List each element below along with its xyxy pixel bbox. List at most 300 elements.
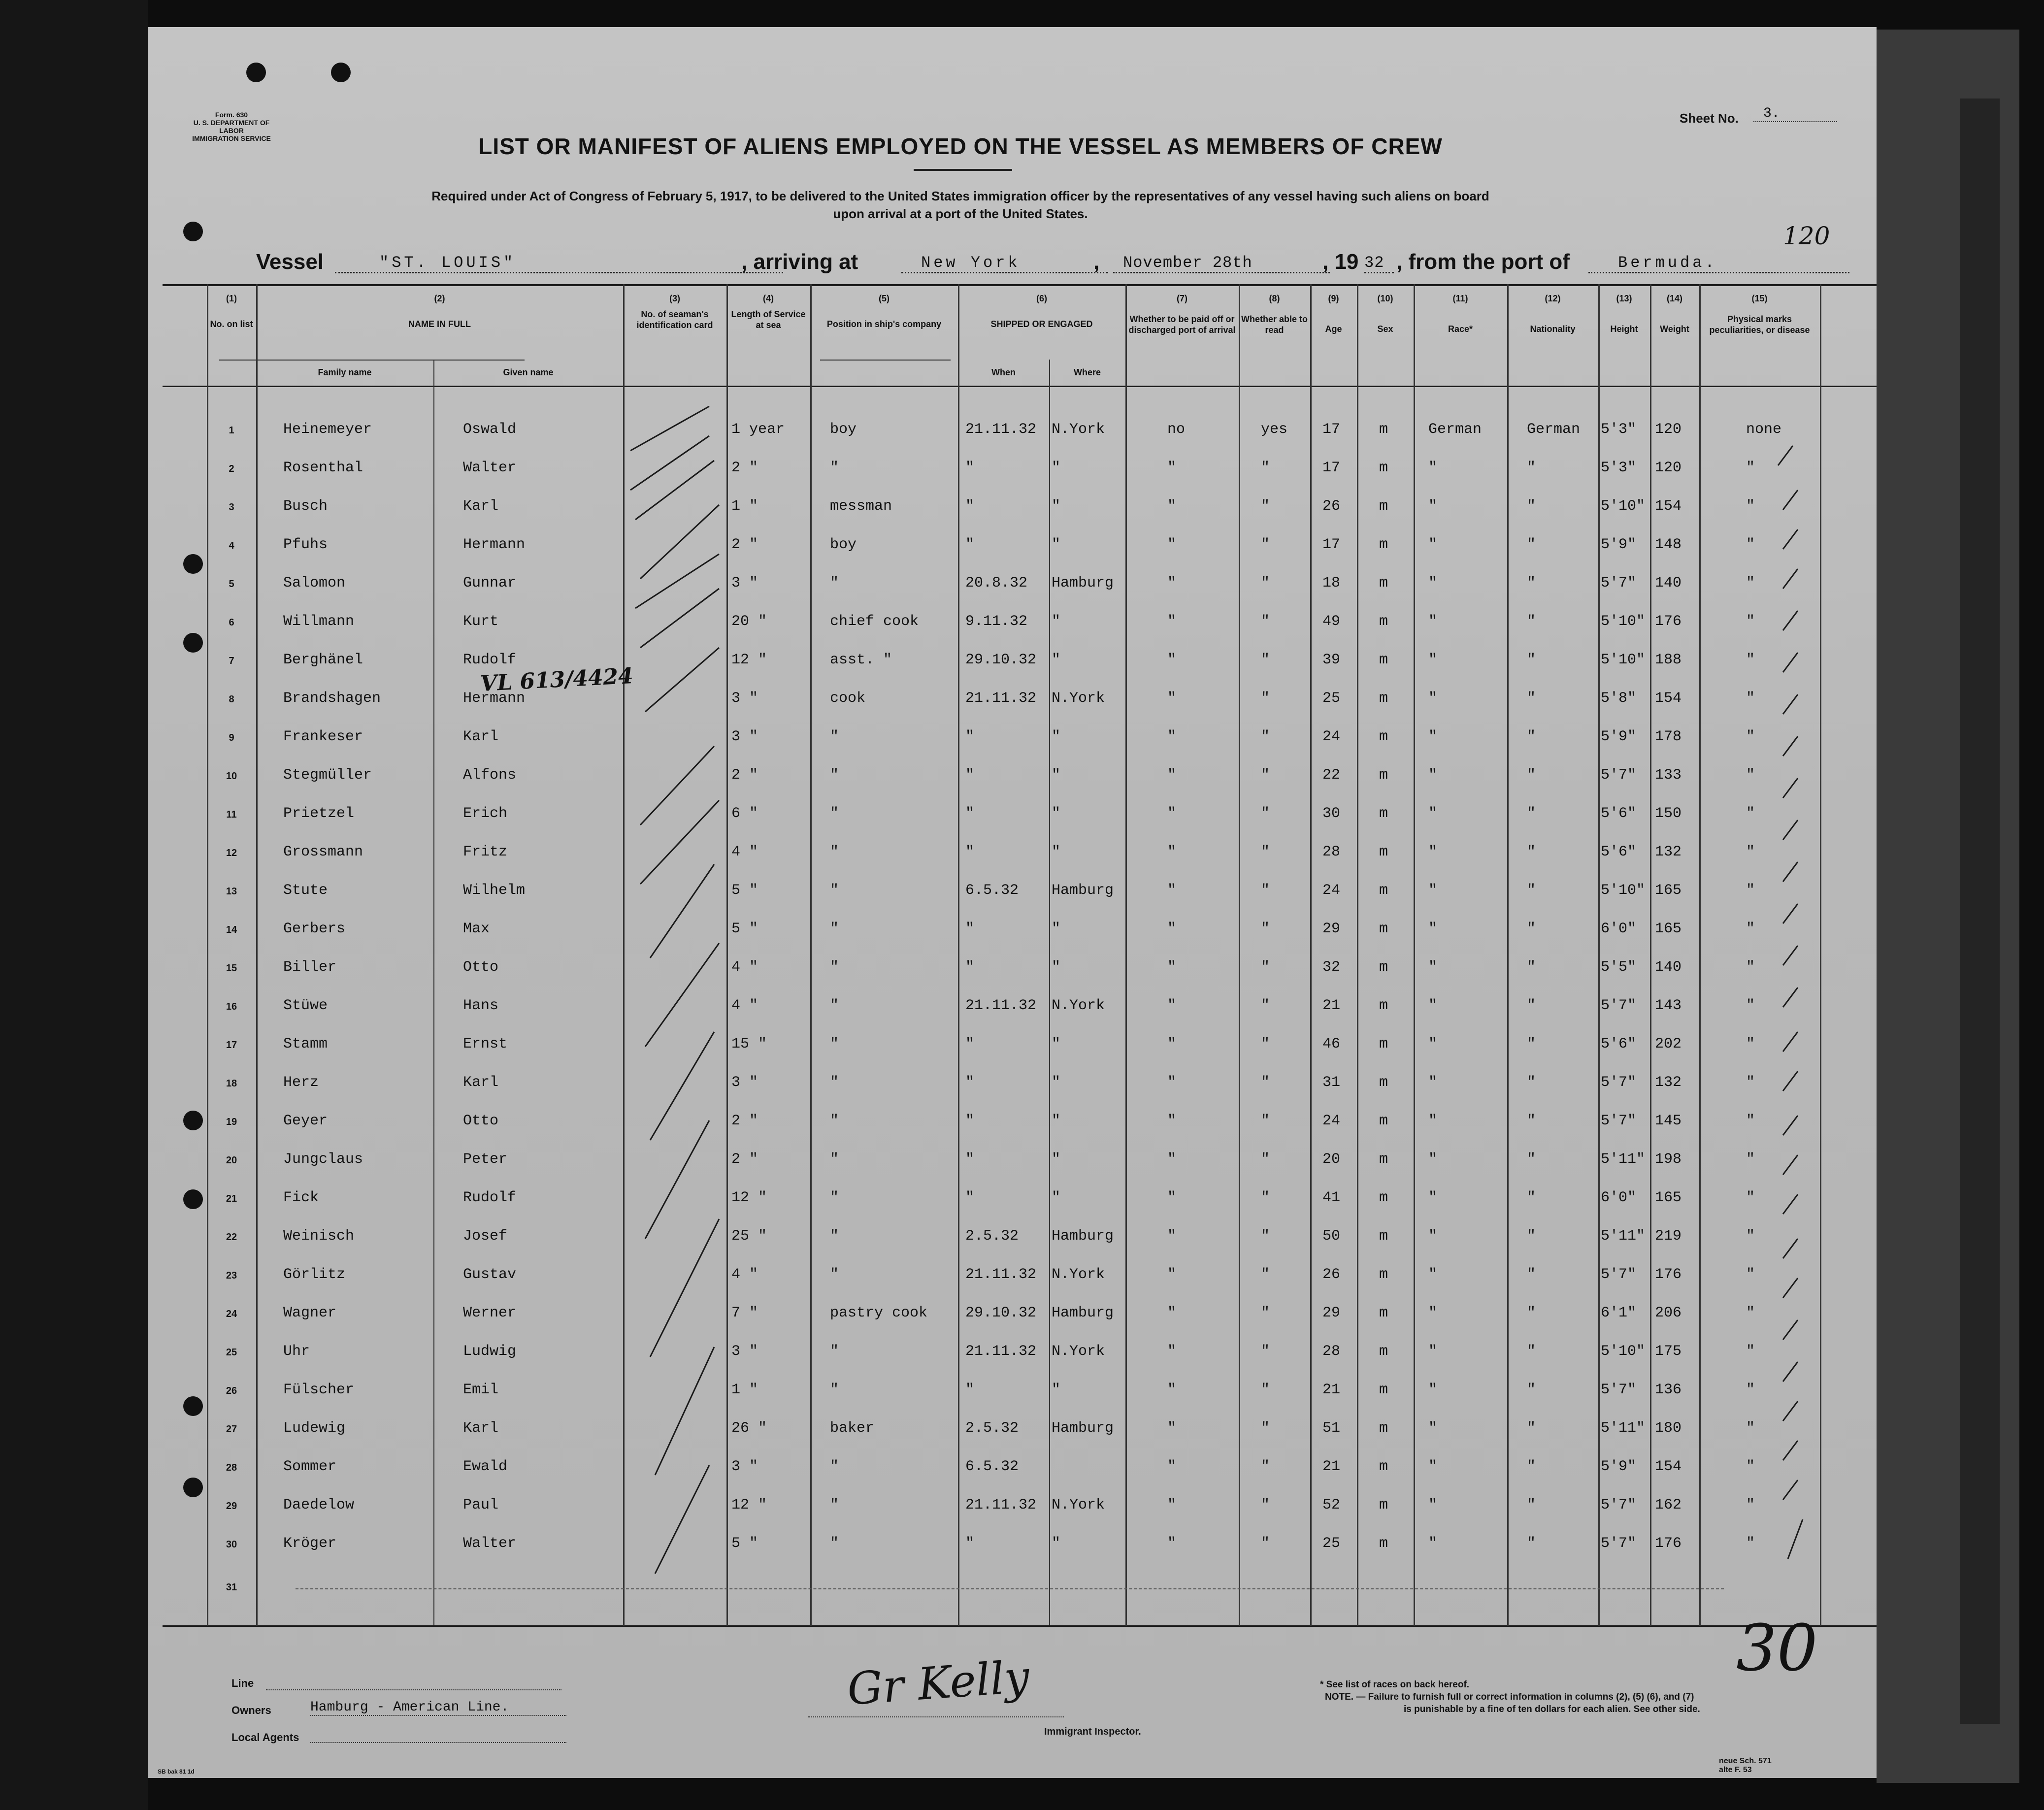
cell-weight: 140 [1655,959,1682,976]
col-header-paid-off: (7) Whether to be paid off or discharged port of arrival [1128,294,1236,335]
cell-race: " [1428,690,1438,707]
cell-paid: " [1167,1305,1177,1321]
cell-weight: 165 [1655,882,1682,899]
inspector-signature: Gr Kelly [845,1651,1031,1715]
cell-where: " [1052,921,1061,937]
cell-marks: " [1746,1458,1755,1475]
cell-family: Daedelow [283,1497,355,1514]
cell-position: " [830,728,839,745]
cell-read: " [1261,805,1270,822]
cell-weight: 180 [1655,1420,1682,1437]
cell-where: " [1052,652,1061,668]
cell-position: " [830,997,839,1014]
cell-height: 5'5" [1601,959,1637,976]
cell-service: 4 " [731,959,758,976]
cell-paid: " [1167,1113,1177,1129]
col-header-age: (9) Age [1325,294,1342,334]
cell-read: " [1261,1113,1270,1129]
cell-age: 24 [1322,882,1341,899]
cell-service: 12 " [731,1497,767,1514]
cell-family: Biller [283,959,337,976]
cell-race: " [1428,921,1438,937]
row-number: 9 [229,732,234,743]
punch-hole [183,1189,203,1209]
col-header-shipped: (6) SHIPPED OR ENGAGED [990,294,1093,329]
row-number: 12 [226,848,237,858]
cell-height: 5'6" [1601,805,1637,822]
cell-race: " [1428,1151,1438,1168]
cell-read: " [1261,613,1270,630]
cell-age: 22 [1322,767,1341,784]
cell-weight: 148 [1655,536,1682,553]
cell-when: " [965,1074,975,1091]
row-number: 22 [226,1232,237,1243]
row-number: 5 [229,579,234,590]
cell-height: 5'10" [1601,498,1646,515]
cell-weight: 145 [1655,1113,1682,1129]
cell-paid: " [1167,921,1177,937]
cell-weight: 176 [1655,1266,1682,1283]
col-header-service: (4) Length of Service at sea [731,294,806,330]
cell-read: " [1261,536,1270,553]
cell-service: 26 " [731,1420,767,1437]
cell-where: " [1052,1535,1061,1552]
cell-race: " [1428,1535,1438,1552]
cell-race: " [1428,1189,1438,1206]
cell-nationality: " [1527,575,1536,592]
cell-where: Hamburg [1052,882,1114,899]
cell-marks: " [1746,921,1755,937]
cell-given: Erich [463,805,508,822]
row-number: 19 [226,1117,237,1127]
cell-where: " [1052,959,1061,976]
cell-read: " [1261,997,1270,1014]
cell-age: 52 [1322,1497,1341,1514]
cell-given: Otto [463,959,499,976]
cell-where: " [1052,1036,1061,1053]
title-rule [914,169,1012,171]
cell-given: Walter [463,460,517,476]
line-label: Line [231,1677,254,1689]
cell-paid: " [1167,1535,1177,1552]
year-prefix: , 19 [1322,250,1359,274]
cell-sex: m [1379,1420,1388,1437]
cell-race: " [1428,1305,1438,1321]
cell-service: 15 " [731,1036,767,1053]
col-header-where: Where [1073,367,1101,377]
cell-height: 5'10" [1601,1343,1646,1360]
cell-weight: 178 [1655,728,1682,745]
cell-family: Willmann [283,613,355,630]
row-number: 26 [226,1385,237,1396]
cell-read: " [1261,1305,1270,1321]
cell-age: 50 [1322,1228,1341,1245]
cell-nationality: " [1527,1228,1536,1245]
cell-position: pastry cook [830,1305,928,1321]
cell-service: 5 " [731,1535,758,1552]
cell-family: Herz [283,1074,319,1091]
manifest-sheet: Form. 630 U. S. DEPARTMENT OF LABOR IMMIGRATION SERVICE Sheet No. 3. LIST OR MANIFEST OF ALIENS EMPLOYED ON THE VESSEL AS MEMBERS OF CREW Required under Act of Congress of February 5, 1917, to be delivered to the United States immigration officer by the representatives of any vessel having such aliens on board upon arrival at a port of the United States. 120 Vessel "ST. LOUIS" , arriving at New York , November 28th , 19 32 , from the port of Bermuda. (1) No. on list (2) NAME IN FULL Family name Given name (3) No. of seaman's identification card (4) Length of Service at sea (5) Position in ship's company (6) SHIPPED OR ENGAGED When Where (7) Whether to be paid off or discharged port of arrival (8) Whether able to read (9) Age (10) Sex (11) Race* (12) Nationality (13) Height (14) Weight (15) Physical marks peculiarities, or disease 1 Heinemeyer Oswald 1 year boy 21.11.32 N.York no yes 17 m German German 5'3" 120 none 2 Rosenthal Walter 2 " " " " " " 17 m " " 5'3" 120 " 3 Busch Karl 1 " messman " " " " 26 m " " 5'10" 154 " 4 Pfuhs Hermann 2 " boy " " " " 17 m " " 5'9" 148 " 5 Salomon Gunnar 3 " " 20.8.32 Hamburg " " 18 m " " 5'7" 140 " 6 Willmann Kurt 20 " chief cook 9.11.32 " " " 49 m " " 5'10" 176 " 7 Berghänel Rudolf 12 " asst. " 29.10.32 " " " 39 m " " 5'10" 188 " 8 Brandshagen Hermann 3 " cook 21.11.32 N.York " " 25 m " " 5'8" 154 " 9 Frankeser Karl 3 " " " " " " 24 m " " 5'9" 178 " 10 Stegmüller Alfons 2 " " " " " " 22 m " " 5'7" 133 " 11 Prietzel Erich 6 " " " " " " 30 m " " 5'6" 150 " 12 Grossmann Fritz 4 " " " " " " 28 m " " 5'6" 132 " 13 Stute Wilhelm 5 " " 6.5.32 Hamburg " " 24 m " " 5'10" 165 " 14 Gerbers Max 5 " " " " " " 29 m " " 6'0" 165 " 15 Biller Otto 4 " " " " " " 32 m " " 5'5" 140 " 16 Stüwe Hans 4 " " 21.11.32 N.York " " 21 m " " 5'7" 143 " 17 Stamm Ernst 15 " " " " " " 46 m " " 5'6" 202 " 18 Herz Karl 3 " " " " " " 31 m " " 5'7" 132 " 19 Geyer Otto 2 " " " " " " 24 m " " 5'7" 145 " 20 Jungclaus Peter 2 " " " " " " 20 m " " 5'11" 198 " 21 Fick Rudolf 12 " " " " " " 41 m " " 6'0" 165 " 22 Weinisch Josef 25 " " 2.5.32 Hamburg " " 50 m " " 5'11" 219 " 23 Görlitz Gustav 4 " " 21.11.32 N.York " " 26 m " " 5'7" 176 " 24 Wagner Werner 7 " pastry cook 29.10.32 Hamburg " " 29 m " " 6'1" 206 " 25 Uhr Ludwig 3 " " 21.11.32 N.York " " 28 m " " 5'10" 175 " 26 Fülscher Emil 1 " " " " " " 21 m " " 5'7" 136 " 27 Ludewig Karl 26 " baker 2.5.32 Hamburg " " 51 m " " 5'11" 180 " 28 Sommer Ewald 3 " " 6.5.32 " " 21 m " " 5'9" 154 " 29 Daedelow Paul 12 " " 21.11.32 N.York " " 52 m " " 5'7" 162 " 30 Kröger Walter 5 " " " " " " 25 m " " 5'7" 176 " 31 VL 613/4424 Line Owners Hamburg - American Line. Local Agents Gr Kelly Immigrant Inspector. 30 * See list of races on back hereof. NOTE. — Failure to furnish full or correct information in columns (2), (5) (6), and (7) is punishable by a fine of ten dollars for each alien. See other side. SB bak 81 1d neue Sch. 571 alte F. 53 [148,27,1877,1778]
cell-family: Uhr [283,1343,310,1360]
cell-where: " [1052,1151,1061,1168]
cell-service: 4 " [731,997,758,1014]
punch-hole [183,222,203,241]
cell-position: " [830,575,839,592]
cell-read: " [1261,690,1270,707]
cell-given: Oswald [463,421,517,438]
row-number: 18 [226,1078,237,1089]
cell-age: 17 [1322,460,1341,476]
cell-paid: " [1167,613,1177,630]
col-header-given-name: Given name [503,367,554,377]
cell-sex: m [1379,1343,1388,1360]
cell-nationality: " [1527,652,1536,668]
cell-when: 2.5.32 [965,1228,1019,1245]
cell-age: 30 [1322,805,1341,822]
cell-given: Alfons [463,767,517,784]
row-number: 7 [229,656,234,666]
cell-when: 29.10.32 [965,652,1037,668]
cell-service: 6 " [731,805,758,822]
cell-position: " [830,1189,839,1206]
cell-service: 7 " [731,1305,758,1321]
cell-where: " [1052,1113,1061,1129]
cell-age: 31 [1322,1074,1341,1091]
cell-age: 26 [1322,498,1341,515]
cell-given: Hermann [463,536,526,553]
cell-service: 4 " [731,844,758,860]
vessel-name: "ST. LOUIS" [335,254,783,273]
cell-family: Jungclaus [283,1151,363,1168]
cell-service: 2 " [731,536,758,553]
cell-weight: 176 [1655,613,1682,630]
cell-weight: 133 [1655,767,1682,784]
punch-hole [246,63,266,82]
cell-weight: 154 [1655,1458,1682,1475]
cell-height: 6'1" [1601,1305,1637,1321]
cell-height: 5'3" [1601,460,1637,476]
arrival-date: November 28th [1113,254,1330,273]
cell-nationality: " [1527,498,1536,515]
cell-family: Ludewig [283,1420,346,1437]
cell-service: 2 " [731,1151,758,1168]
cell-read: " [1261,1535,1270,1552]
cell-paid: " [1167,1151,1177,1168]
name-subheader-rule [219,360,525,361]
cell-marks: " [1746,728,1755,745]
cell-weight: 165 [1655,921,1682,937]
cell-when: " [965,767,975,784]
cell-age: 17 [1322,421,1341,438]
cell-family: Heinemeyer [283,421,372,438]
punch-hole [183,1478,203,1497]
cell-given: Walter [463,1535,517,1552]
page-stamp: 120 [1783,222,1830,250]
cell-family: Stute [283,882,328,899]
cell-where: " [1052,844,1061,860]
cell-height: 5'11" [1601,1228,1646,1245]
cell-position: boy [830,421,857,438]
cell-where: " [1052,536,1061,553]
cell-marks: " [1746,1113,1755,1129]
cell-read: " [1261,728,1270,745]
local-agents-label: Local Agents [231,1731,299,1744]
cell-when: " [965,1151,975,1168]
cell-marks: " [1746,1036,1755,1053]
sheet-number: 3. [1753,106,1837,122]
cell-family: Berghänel [283,652,363,668]
form-title: LIST OR MANIFEST OF ALIENS EMPLOYED ON THE VESSEL AS MEMBERS OF CREW [478,133,1443,159]
cell-position: " [830,1382,839,1398]
cell-read: " [1261,1420,1270,1437]
cell-paid: " [1167,1189,1177,1206]
cell-read: " [1261,1343,1270,1360]
cell-paid: " [1167,997,1177,1014]
cell-age: 26 [1322,1266,1341,1283]
cell-when: 21.11.32 [965,1343,1037,1360]
cell-race: " [1428,1382,1438,1398]
row-number: 2 [229,463,234,474]
cell-given: Wilhelm [463,882,526,899]
cell-sex: m [1379,1036,1388,1053]
cell-read: " [1261,1266,1270,1283]
cell-position: " [830,1535,839,1552]
cell-family: Brandshagen [283,690,381,707]
cell-height: 6'0" [1601,1189,1637,1206]
cell-when: " [965,1189,975,1206]
cell-given: Paul [463,1497,499,1514]
from-port-label: , from the port of [1396,250,1570,274]
cell-age: 29 [1322,1305,1341,1321]
cell-marks: " [1746,1305,1755,1321]
cell-where: " [1052,767,1061,784]
cell-marks: " [1746,1420,1755,1437]
cell-age: 28 [1322,1343,1341,1360]
cell-position: cook [830,690,866,707]
cell-paid: " [1167,1420,1177,1437]
cell-service: 3 " [731,728,758,745]
cell-height: 5'7" [1601,1113,1637,1129]
cell-where: " [1052,460,1061,476]
cell-read: " [1261,1036,1270,1053]
cell-nationality: " [1527,1189,1536,1206]
cell-service: 25 " [731,1228,767,1245]
col-header-position: (5) Position in ship's company [826,294,942,329]
cell-family: Gerbers [283,921,346,937]
cell-marks: " [1746,1382,1755,1398]
sheet-number-label: Sheet No. [1680,111,1739,126]
row-number: 24 [226,1309,237,1319]
cell-when: 6.5.32 [965,882,1019,899]
cell-paid: " [1167,1036,1177,1053]
cell-sex: m [1379,575,1388,592]
cell-read: " [1261,575,1270,592]
cell-age: 25 [1322,690,1341,707]
cell-read: " [1261,882,1270,899]
cell-family: Stamm [283,1036,328,1053]
cell-weight: 120 [1655,421,1682,438]
cell-height: 5'10" [1601,652,1646,668]
col-header-race: (11) Race* [1448,294,1473,334]
from-port: Bermuda. [1588,254,1849,273]
cell-read: " [1261,1074,1270,1091]
cell-sex: m [1379,1113,1388,1129]
cell-race: " [1428,844,1438,860]
cell-paid: " [1167,882,1177,899]
cell-when: 2.5.32 [965,1420,1019,1437]
cell-weight: 132 [1655,1074,1682,1091]
cell-weight: 175 [1655,1343,1682,1360]
cell-when: " [965,728,975,745]
cell-race: " [1428,613,1438,630]
cell-weight: 154 [1655,498,1682,515]
cell-weight: 120 [1655,460,1682,476]
col-header-name: (2) NAME IN FULL [408,294,471,329]
cell-read: " [1261,1458,1270,1475]
cell-position: " [830,1036,839,1053]
cell-race: " [1428,1036,1438,1053]
cell-given: Karl [463,1074,499,1091]
cell-weight: 176 [1655,1535,1682,1552]
cell-height: 5'3" [1601,421,1637,438]
cell-service: 3 " [731,575,758,592]
cell-where: N.York [1052,1343,1105,1360]
cell-read: " [1261,1228,1270,1245]
cell-height: 5'9" [1601,536,1637,553]
cell-paid: " [1167,1266,1177,1283]
cell-service: 2 " [731,460,758,476]
row-number: 3 [229,502,234,513]
cell-given: Ernst [463,1036,508,1053]
cell-when: 21.11.32 [965,1497,1037,1514]
cell-age: 46 [1322,1036,1341,1053]
cell-family: Kröger [283,1535,337,1552]
cell-sex: m [1379,460,1388,476]
cell-read: " [1261,844,1270,860]
cell-sex: m [1379,690,1388,707]
cell-given: Karl [463,498,499,515]
cell-given: Fritz [463,844,508,860]
cell-where: N.York [1052,997,1105,1014]
column15-tick-marks [1763,421,1813,1579]
cell-weight: 140 [1655,575,1682,592]
cell-marks: " [1746,1074,1755,1091]
cell-height: 6'0" [1601,921,1637,937]
cell-sex: m [1379,728,1388,745]
col-header-list-no: (1) No. on list [210,294,253,329]
cell-age: 51 [1322,1420,1341,1437]
cell-given: Gunnar [463,575,517,592]
row-number: 13 [226,886,237,897]
col-header-id-card: (3) No. of seaman's identification card [636,294,713,330]
cell-nationality: " [1527,1535,1536,1552]
cell-paid: " [1167,652,1177,668]
cell-family: Grossmann [283,844,363,860]
cell-given: Ewald [463,1458,508,1475]
cell-weight: 206 [1655,1305,1682,1321]
cell-sex: m [1379,1151,1388,1168]
cell-position: " [830,1151,839,1168]
cell-nationality: " [1527,882,1536,899]
cell-weight: 202 [1655,1036,1682,1053]
cell-height: 5'7" [1601,997,1637,1014]
cell-when: 9.11.32 [965,613,1028,630]
cell-service: 4 " [731,1266,758,1283]
punch-hole [183,554,203,574]
cell-position: " [830,1074,839,1091]
cell-service: 5 " [731,882,758,899]
races-note: * See list of races on back hereof. [1320,1679,1470,1690]
cell-family: Fülscher [283,1382,355,1398]
cell-sex: m [1379,1535,1388,1552]
cell-age: 17 [1322,536,1341,553]
col-header-marks: (15) Physical marks peculiarities, or disease [1709,294,1810,335]
fine-note-line2: is punishable by a fine of ten dollars for each alien. See other side. [1404,1704,1700,1714]
cell-when: 29.10.32 [965,1305,1037,1321]
cell-family: Frankeser [283,728,363,745]
cell-paid: " [1167,690,1177,707]
cell-when: 20.8.32 [965,575,1028,592]
col-header-read: (8) Whether able to read [1241,294,1308,335]
cell-age: 32 [1322,959,1341,976]
cell-paid: " [1167,1228,1177,1245]
cell-service: 2 " [731,1113,758,1129]
col-header-when: When [991,367,1016,377]
cell-marks: " [1746,997,1755,1014]
cell-age: 21 [1322,1382,1341,1398]
cell-nationality: " [1527,613,1536,630]
cell-when: 21.11.32 [965,1266,1037,1283]
schedule-ref: neue Sch. 571 alte F. 53 [1719,1757,1772,1774]
cell-marks: " [1746,652,1755,668]
cell-where: Hamburg [1052,1305,1114,1321]
cell-sex: m [1379,1074,1388,1091]
cell-nationality: " [1527,1305,1536,1321]
cell-sex: m [1379,421,1388,438]
cell-read: " [1261,1497,1270,1514]
cell-nationality: " [1527,844,1536,860]
row-number: 29 [226,1501,237,1512]
immigrant-inspector-label: Immigrant Inspector. [1044,1726,1141,1737]
cell-where: " [1052,498,1061,515]
cell-marks: " [1746,1266,1755,1283]
cell-race: " [1428,460,1438,476]
form-number: Form. 630 [215,111,248,119]
cell-sex: m [1379,498,1388,515]
cell-service: 12 " [731,1189,767,1206]
owners-label: Owners [231,1704,271,1716]
cell-nationality: " [1527,1420,1536,1437]
cell-when: " [965,1113,975,1129]
punch-hole [183,1396,203,1416]
cell-family: Prietzel [283,805,355,822]
row-number: 28 [226,1462,237,1473]
cell-nationality: " [1527,1497,1536,1514]
cell-marks: " [1746,805,1755,822]
cell-paid: " [1167,536,1177,553]
cell-age: 29 [1322,921,1341,937]
cell-when: " [965,805,975,822]
cell-nationality: German [1527,421,1581,438]
cell-family: Busch [283,498,328,515]
row-number-31: 31 [226,1582,237,1593]
cell-read: " [1261,460,1270,476]
cell-service: 1 " [731,1382,758,1398]
cell-given: Josef [463,1228,508,1245]
cell-service: 1 " [731,498,758,515]
cell-weight: 165 [1655,1189,1682,1206]
cell-marks: " [1746,1343,1755,1360]
